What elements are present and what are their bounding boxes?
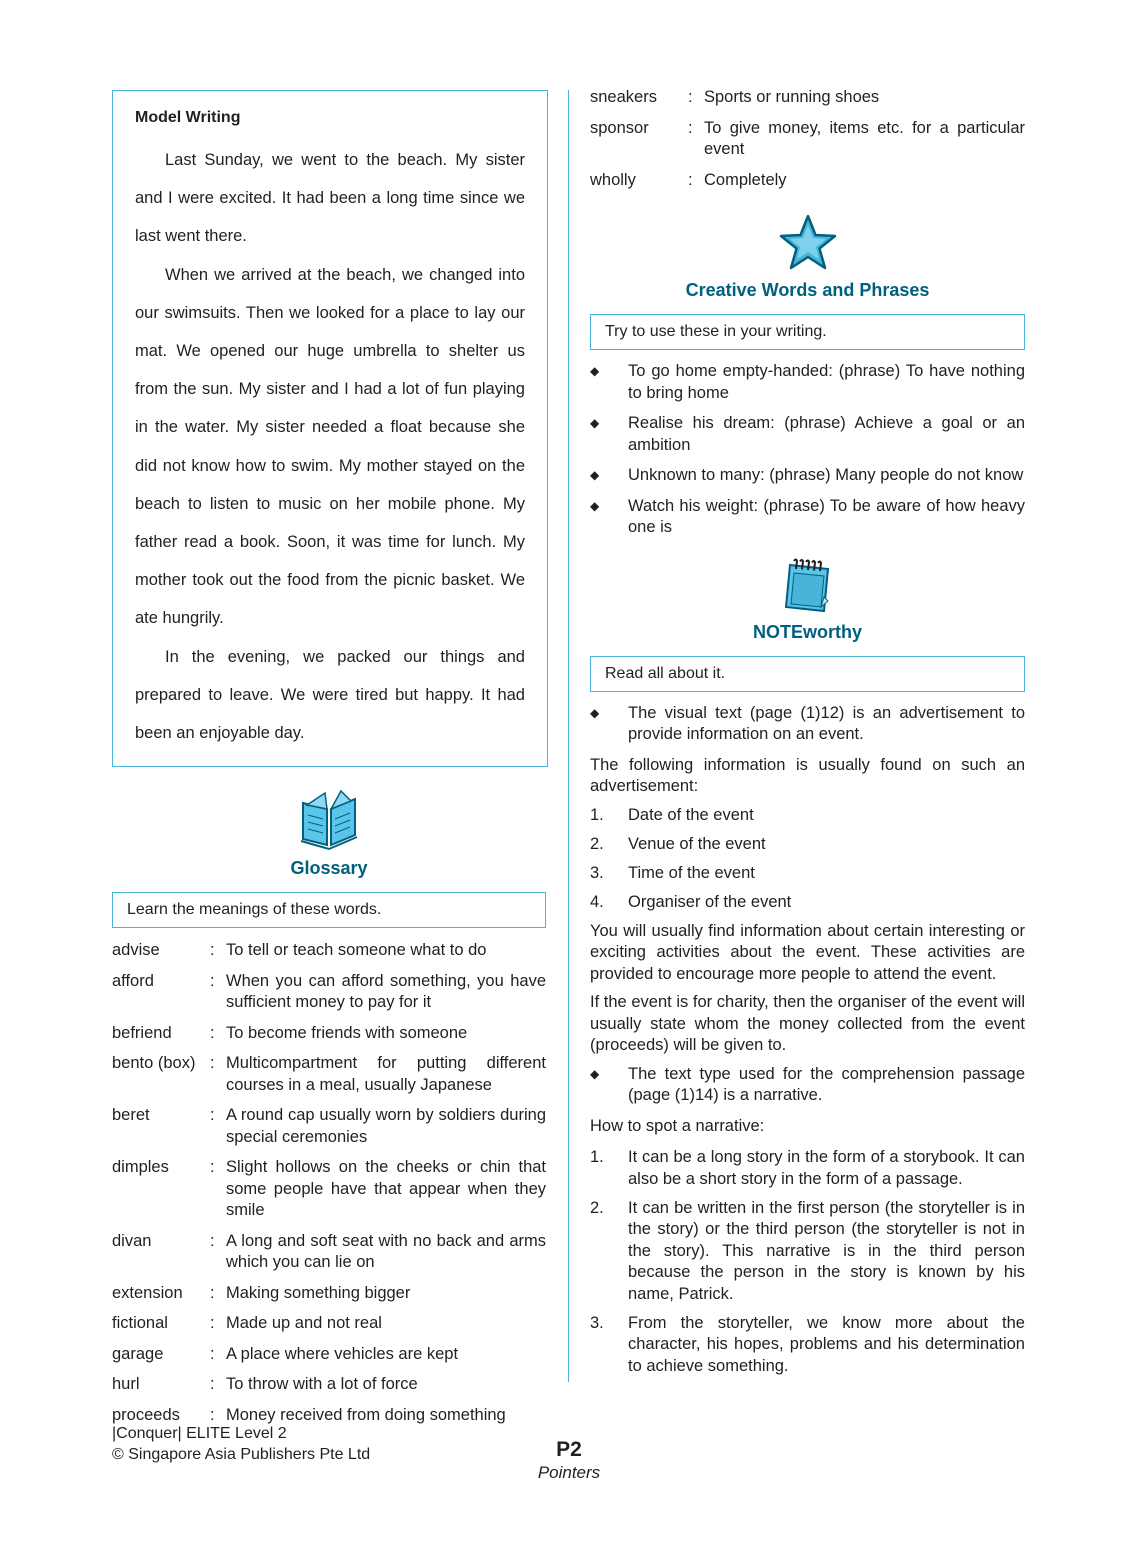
glossary-heading — [112, 789, 546, 879]
glossary-row — [112, 1344, 546, 1366]
item-text: Organiser of the event — [628, 892, 792, 911]
glossary-term: hurl — [112, 1375, 140, 1394]
list-item — [590, 413, 1025, 456]
item-number: 3. — [590, 1313, 604, 1332]
model-writing-paragraph: In the evening, we packed our things and prepared to leave. We were tired but happy. It had been an enjoyable day. — [135, 647, 525, 743]
diamond-bullet-icon: ◆ — [590, 468, 600, 482]
item-text: It can be written in the first person (the storyteller is in the story) or the third person (the storyteller is not in the story). This narrative is in the third person because the person in the story is known by his name, Patrick. — [628, 1198, 1025, 1303]
glossary-colon: : — [210, 1283, 215, 1302]
paragraph: You will usually find information about certain interesting or exciting activities about the event. These activities are provided to encourage more people to attend the event. — [590, 921, 1025, 983]
list-item — [590, 1064, 1025, 1107]
glossary-colon: : — [210, 1405, 215, 1424]
footer-series: |Conquer| ELITE Level 2 — [112, 1425, 287, 1442]
glossary-definition: Sports or running shoes — [704, 88, 880, 106]
glossary-colon: : — [210, 941, 215, 960]
footer-publisher — [112, 1423, 370, 1465]
numbered-item — [590, 1313, 1025, 1378]
open-book-icon — [112, 789, 546, 856]
paragraph: The following information is usually found on such an advertisement: — [590, 755, 1025, 795]
glossary-colon: : — [688, 170, 693, 189]
glossary-term: beret — [112, 1106, 150, 1125]
item-number: 2. — [590, 1198, 604, 1217]
numbered-item — [590, 892, 1025, 914]
numbered-item — [590, 1147, 1025, 1190]
glossary-definition: When you can afford something, you have sufficient money to pay for it — [226, 971, 546, 1012]
glossary-list — [112, 940, 546, 1426]
diamond-bullet-icon: ◆ — [590, 1066, 600, 1081]
numbered-list — [590, 805, 1025, 914]
glossary-colon: : — [210, 1344, 215, 1363]
list-item — [590, 703, 1025, 746]
item-number: 1. — [590, 805, 604, 824]
glossary-term: bento (box) — [112, 1054, 196, 1073]
glossary-colon: : — [688, 118, 693, 137]
item-number: 2. — [590, 834, 604, 853]
glossary-definition: A place where vehicles are kept — [226, 1344, 459, 1363]
glossary-row — [112, 1023, 546, 1045]
glossary-definition: To become friends with someone — [226, 1023, 468, 1042]
diamond-bullet-icon: ◆ — [590, 705, 600, 720]
glossary-definition: Slight hollows on the cheeks or chin that some people have that appear when they smile — [226, 1158, 546, 1220]
item-number: 1. — [590, 1148, 604, 1166]
glossary-row — [112, 1231, 546, 1274]
glossary-colon: : — [210, 971, 215, 990]
numbered-list — [590, 1147, 1025, 1377]
glossary-definition: A long and soft seat with no back and arms which you can lie on — [226, 1231, 546, 1272]
glossary-definition: Multicompartment for putting different courses in a meal, usually Japanese — [226, 1054, 546, 1094]
glossary-row — [590, 87, 1025, 109]
item-text: Venue of the event — [628, 834, 766, 853]
glossary-term: extension — [112, 1283, 183, 1302]
glossary-definition: To give money, items etc. for a particular event — [704, 118, 1025, 158]
item-text: Time of the event — [628, 863, 755, 882]
glossary-colon: : — [210, 1054, 215, 1073]
item-text: It can be a long story in the form of a storybook. It can also be a short story in the form of a passage. — [628, 1148, 1025, 1188]
glossary-colon: : — [210, 1231, 215, 1250]
footer-page — [469, 1438, 669, 1484]
glossary-term: proceeds — [112, 1405, 180, 1424]
glossary-row — [590, 170, 1025, 192]
item-number: 3. — [590, 863, 604, 882]
left-column — [112, 90, 546, 1435]
glossary-row — [112, 1283, 546, 1305]
creative-list — [590, 361, 1025, 539]
noteworthy-heading — [590, 557, 1025, 643]
glossary-term: fictional — [112, 1314, 168, 1333]
model-writing-paragraph: When we arrived at the beach, we changed into our swimsuits. Then we looked for a place to lay our mat. We opened our huge umbrella to shelter us from the sun. My sister and I had a lot of fun playing in the water. My sister needed a float because she did not know how to swim. My mother stayed on the beach to listen to music on her mobile phone. My father read a book. Soon, it was time for lunch. My mother took out the food from the picnic basket. We ate hungrily. — [135, 265, 525, 628]
list-item — [590, 361, 1025, 404]
paragraph: How to spot a narrative: — [590, 1116, 765, 1135]
model-writing-paragraph: Last Sunday, we went to the beach. My sister and I were excited. It had been a long time since we last went there. — [135, 151, 525, 246]
creative-instruction: Try to use these in your writing. — [590, 314, 1025, 350]
glossary-term: befriend — [112, 1023, 172, 1042]
glossary-definition: To throw with a lot of force — [226, 1375, 418, 1394]
glossary-definition: To tell or teach someone what to do — [226, 941, 487, 960]
glossary-term: afford — [112, 971, 154, 990]
diamond-bullet-icon: ◆ — [590, 364, 600, 378]
glossary-row — [112, 940, 546, 962]
numbered-item — [590, 1198, 1025, 1306]
glossary-term: garage — [112, 1344, 164, 1363]
list-item — [590, 465, 1025, 487]
glossary-row — [112, 1053, 546, 1096]
glossary-term: dimples — [112, 1158, 169, 1177]
glossary-row — [112, 1105, 546, 1148]
glossary-instruction: Learn the meanings of these words. — [112, 892, 546, 928]
glossary-colon: : — [210, 1158, 215, 1177]
right-column — [590, 87, 1025, 1385]
glossary-term: wholly — [590, 170, 636, 189]
list-item — [590, 496, 1025, 539]
bullet-text: The visual text (page (1)12) is an advertisement to provide information on an event. — [628, 703, 1025, 743]
glossary-colon: : — [210, 1106, 215, 1125]
noteworthy-title: NOTEworthy — [752, 621, 862, 642]
glossary-colon: : — [688, 88, 693, 106]
creative-heading — [590, 213, 1025, 301]
glossary-definition: Making something bigger — [226, 1283, 411, 1302]
creative-title: Creative Words and Phrases — [685, 280, 930, 300]
paragraph: If the event is for charity, then the organiser of the event will usually state whom the money collected from the event (proceeds) will be given to. — [590, 993, 1025, 1054]
glossary-definition: Made up and not real — [226, 1314, 382, 1333]
glossary-row — [112, 971, 546, 1014]
numbered-item — [590, 863, 1025, 885]
item-number: 4. — [590, 892, 604, 911]
bullet-text: The text type used for the comprehension passage (page (1)14) is a narrative. — [628, 1064, 1025, 1104]
glossary-definition: Completely — [704, 170, 787, 189]
notepad-icon — [590, 557, 1025, 620]
diamond-bullet-icon: ◆ — [590, 498, 600, 513]
noteworthy-instruction: Read all about it. — [590, 656, 1025, 692]
glossary-term: advise — [112, 941, 160, 960]
page-number: P2 — [556, 1438, 582, 1461]
star-icon — [590, 213, 1025, 278]
bullet-text: Watch his weight: (phrase) To be aware of how heavy one is — [628, 496, 1025, 536]
glossary-row — [112, 1313, 546, 1335]
diamond-bullet-icon: ◆ — [590, 416, 600, 430]
column-divider — [568, 90, 569, 1382]
glossary-term: divan — [112, 1231, 152, 1250]
glossary-term: sneakers — [590, 88, 657, 106]
glossary-row — [590, 118, 1025, 161]
bullet-text: Unknown to many: (phrase) Many people do not know — [628, 466, 1024, 484]
numbered-item — [590, 805, 1025, 827]
glossary-list-continued — [590, 87, 1025, 191]
glossary-definition: A round cap usually worn by soldiers during special ceremonies — [226, 1106, 546, 1146]
bullet-text: Realise his dream: (phrase) Achieve a goal or an ambition — [628, 414, 1025, 454]
model-writing-title: Model Writing — [135, 109, 241, 126]
item-text: Date of the event — [628, 805, 754, 824]
glossary-row — [112, 1374, 546, 1396]
page-label: Pointers — [537, 1463, 601, 1482]
model-writing-box — [112, 90, 548, 767]
item-text: From the storyteller, we know more about the character, his hopes, problems and his determination to achieve something. — [628, 1313, 1025, 1375]
glossary-colon: : — [210, 1314, 215, 1333]
glossary-title: Glossary — [290, 858, 368, 879]
glossary-colon: : — [210, 1023, 215, 1042]
bullet-text: To go home empty-handed: (phrase) To have nothing to bring home — [628, 362, 1025, 402]
glossary-colon: : — [210, 1375, 215, 1394]
glossary-term: sponsor — [590, 118, 649, 137]
glossary-row — [112, 1157, 546, 1222]
glossary-definition: Money received from doing something — [226, 1405, 506, 1424]
footer-copyright: © Singapore Asia Publishers Pte Ltd — [112, 1446, 371, 1463]
numbered-item — [590, 834, 1025, 856]
